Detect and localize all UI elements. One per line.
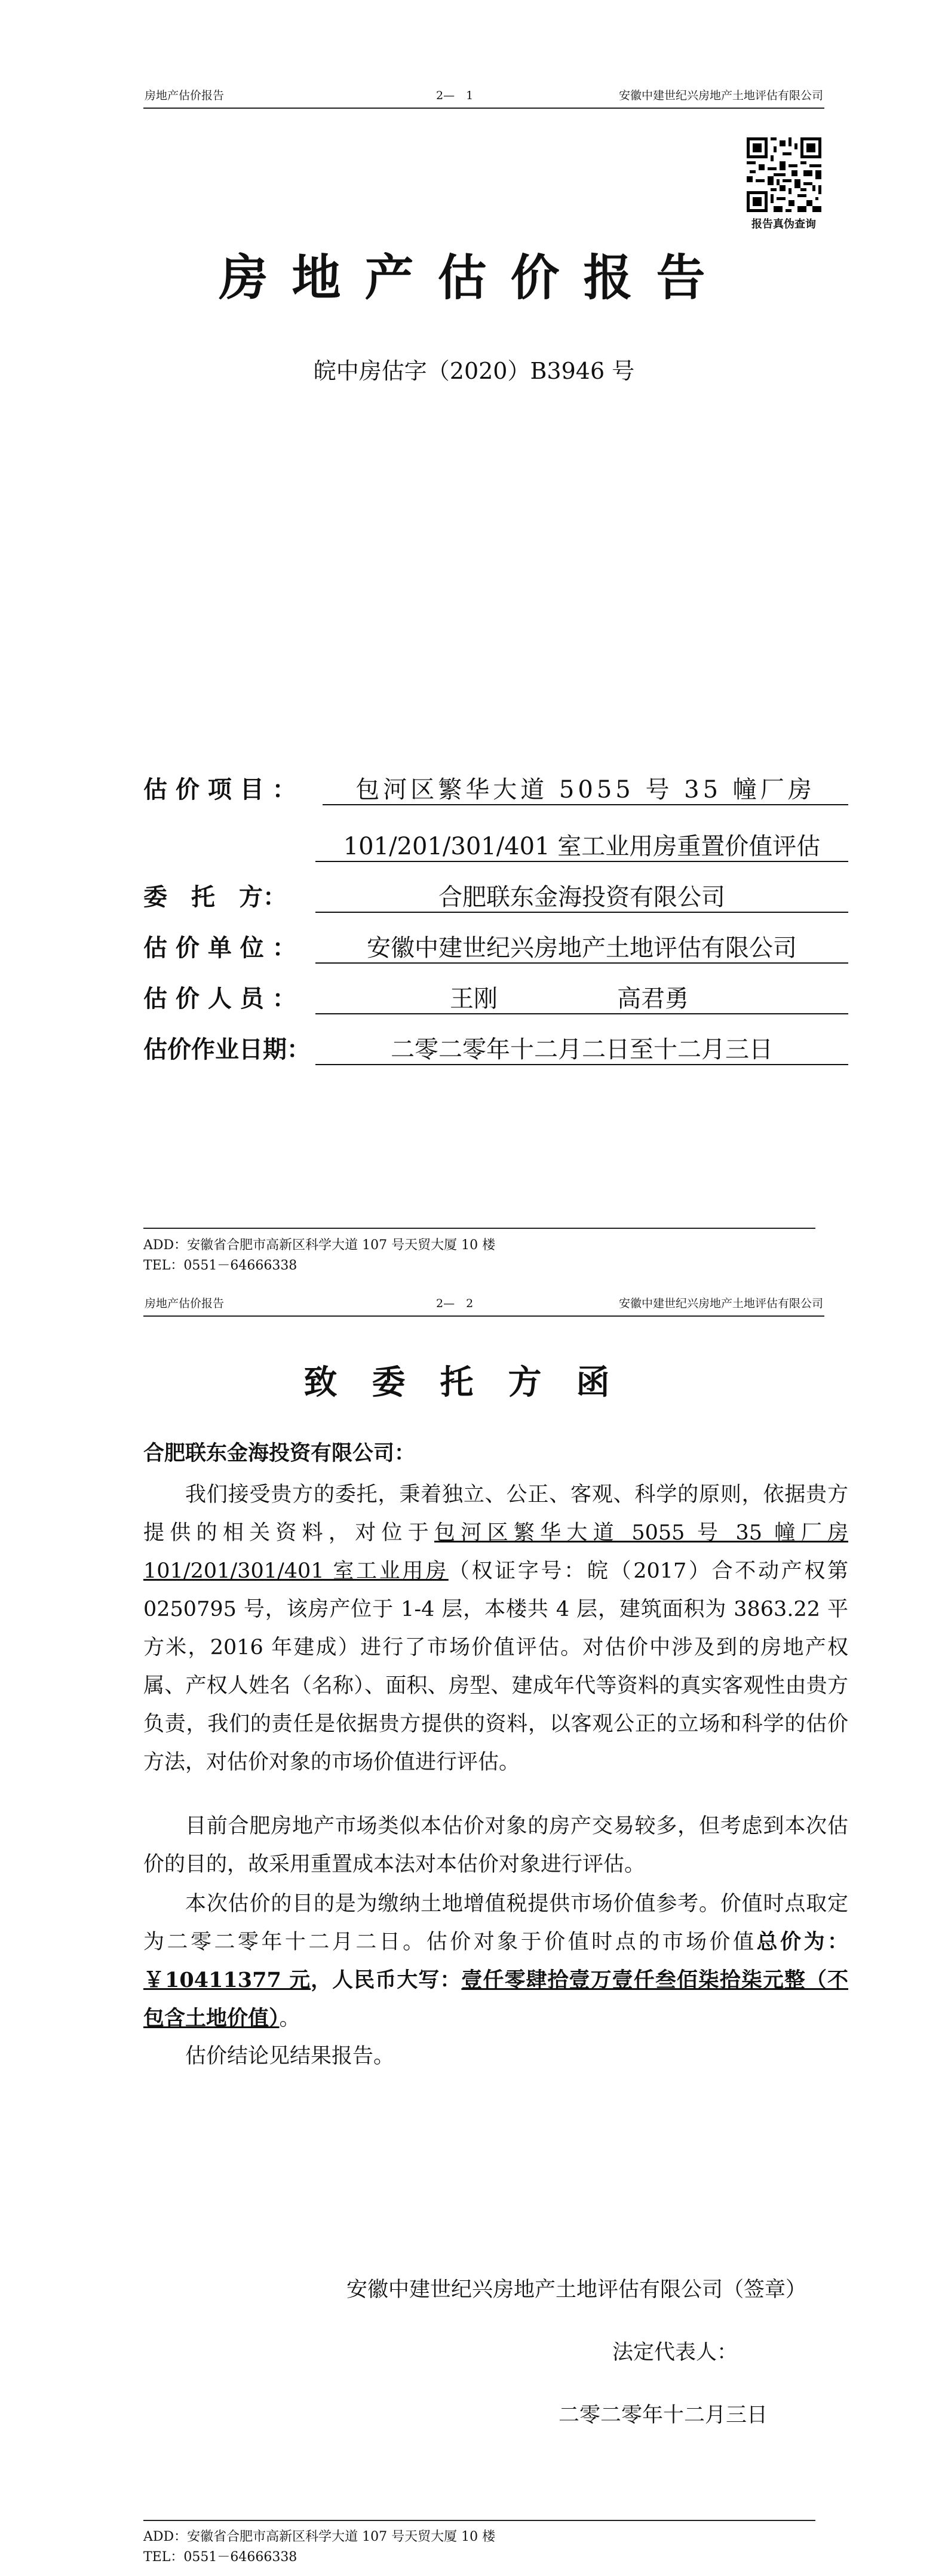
unit-label: 估 价 单 位 ：	[143, 934, 296, 962]
p3-end: 。	[279, 2007, 300, 2031]
letter-title: 致委托方函	[303, 1363, 645, 1402]
cover-page	[0, 0, 948, 1284]
client-value: 合肥联东金海投资有限公司	[315, 878, 848, 913]
header-left: 房地产估价报告	[145, 1297, 225, 1310]
footer-address: ADD：安徽省合肥市高新区科学大道 107 号天贸大厦 10 楼	[143, 2529, 496, 2544]
page-number: 2— 2	[436, 1297, 474, 1310]
staff-name-2: 高君勇	[617, 985, 689, 1013]
project-value-line2: 101/201/301/401 室工业用房重置价值评估	[315, 827, 848, 862]
letter-paragraph-2: 目前合肥房地产市场类似本估价对象的房产交易较多，但考虑到本次估价的目的，故采用重置成本法对本估价对象进行评估。	[143, 1814, 848, 1876]
unit-value: 安徽中建世纪兴房地产土地评估有限公司	[315, 929, 848, 964]
report-title: 房地产估价报告	[219, 249, 729, 306]
staff-name-1: 王刚	[450, 985, 498, 1013]
qr-code-icon[interactable]	[747, 137, 821, 212]
letter-salutation: 合肥联东金海投资有限公司：	[143, 1441, 416, 1465]
p3-total-label: 总价为：	[756, 1930, 848, 1954]
footer-rule	[143, 1228, 815, 1229]
header-right: 安徽中建世纪兴房地产土地评估有限公司	[618, 1297, 823, 1310]
footer-address: ADD：安徽省合肥市高新区科学大道 107 号天贸大厦 10 楼	[143, 1238, 496, 1253]
page-header	[143, 1292, 824, 1317]
qr-caption: 报告真伪查询	[751, 218, 816, 231]
project-value-line1: 包河区繁华大道 5055 号 35 幢厂房	[323, 771, 848, 805]
verification-qr[interactable]	[745, 137, 823, 231]
letter-paragraph-3	[143, 1885, 848, 2038]
legal-representative: 法定代表人：	[612, 2341, 738, 2365]
report-number: 皖中房估字（2020）B3946 号	[313, 358, 635, 384]
field-project	[143, 771, 848, 812]
header-right: 安徽中建世纪兴房地产土地评估有限公司	[618, 89, 823, 102]
footer-rule	[143, 2520, 815, 2521]
field-date	[143, 1031, 848, 1072]
date-label: 估价作业日期：	[143, 1035, 311, 1063]
project-label: 估 价 项 目 ：	[143, 775, 296, 804]
field-unit	[143, 929, 848, 971]
letter-page	[0, 1284, 948, 2576]
staff-label: 估 价 人 员 ：	[143, 985, 296, 1013]
field-client	[143, 878, 848, 920]
field-project-cont	[143, 827, 848, 869]
p3-amount: ￥10411377 元	[143, 1968, 311, 1992]
p3-intro: 本次估价的目的是为缴纳土地增值税提供市场价值参考。价值时点取定为二零二零年十二月二日。估价对象于价值时点的市场价值	[143, 1892, 848, 1954]
client-label: 委 托 方：	[143, 883, 287, 911]
p1-body: （权证字号：皖（2017）合不动产权第 0250795 号，该房产位于 1-4 层，本楼共 4 层，建筑面积为 3863.22 平方米，2016 年建成）进行了市场价值评估。对估价中涉及到的房地产权属、产权人姓名（名称）、面积、房型、建成年代等资料的真实客观性由贵方负责，我们的责任是依据贵方提供的资料，以客观公正的立场和科学的估价方法，对估价对象的市场价值进行评估。	[143, 1559, 848, 1774]
date-value: 二零二零年十二月二日至十二月三日	[315, 1031, 848, 1065]
page-header	[143, 84, 824, 109]
field-staff	[143, 980, 848, 1022]
staff-value	[315, 980, 848, 1014]
p3-rmb-label: ，人民币大写：	[311, 1968, 462, 1992]
header-left: 房地产估价报告	[145, 89, 225, 102]
letter-date: 二零二零年十二月三日	[559, 2403, 768, 2427]
letter-paragraph-1	[143, 1476, 848, 1781]
page-footer	[143, 1235, 495, 1276]
p1-subject: 包河区繁华大道 5055 号 35 幢厂房 101/201/301/401 室工业用房	[143, 1521, 848, 1583]
signer-company: 安徽中建世纪兴房地产土地评估有限公司（签章）	[346, 2278, 807, 2302]
page-number: 2— 1	[436, 89, 474, 102]
p1-intro: 我们接受贵方的委托，秉着独立、公正、客观、科学的原则，依据贵方提供的相关资料，对位于	[143, 1483, 848, 1545]
letter-paragraph-4: 估价结论见结果报告。	[185, 2044, 395, 2068]
footer-tel: TEL：0551－64666338	[143, 2550, 297, 2565]
footer-tel: TEL：0551－64666338	[143, 1258, 297, 1273]
p3-amount-words: 壹仟零肆拾壹万壹仟叁佰柒拾柒元整（不包含土地价值）	[143, 1968, 848, 2031]
page-footer	[143, 2527, 495, 2568]
